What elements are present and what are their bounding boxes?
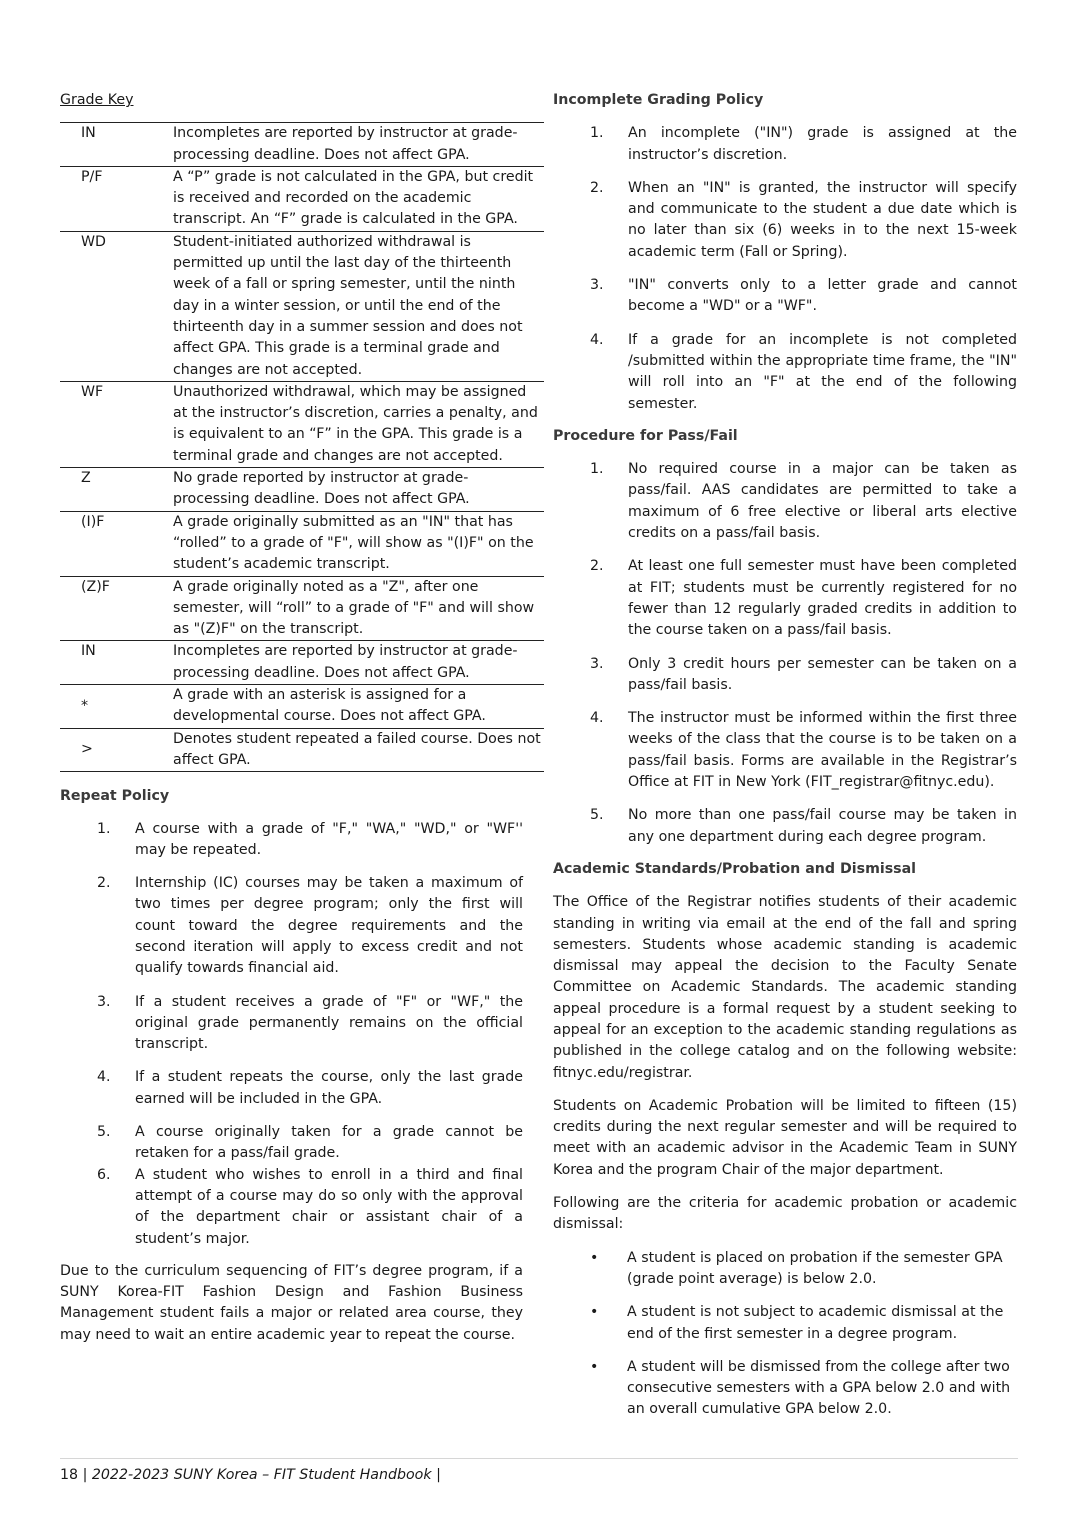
academic-standards-title: Academic Standards/Probation and Dismissal xyxy=(553,860,917,877)
footer-separator: | xyxy=(82,1467,88,1483)
pass-fail-item xyxy=(553,459,1017,544)
pass-fail-item-number: 1. xyxy=(590,461,604,478)
repeat-policy-item-text: A student who wishes to enroll in a third and final attempt of a course may do so only with the approval of the department chair or assistant chair of a student’s major. xyxy=(135,1166,523,1247)
grade-description: Denotes student repeated a failed course. Does not affect GPA. xyxy=(173,730,541,768)
incomplete-policy-item xyxy=(553,330,1017,415)
grade-code: (I)F xyxy=(81,513,105,530)
grade-code: * xyxy=(81,697,89,714)
grade-code: Z xyxy=(81,470,91,487)
grade-code: WF xyxy=(81,383,104,400)
pass-fail-item xyxy=(553,654,1017,697)
pass-fail-item-number: 2. xyxy=(590,558,604,575)
pass-fail-item-number: 3. xyxy=(590,655,604,672)
incomplete-policy-item xyxy=(553,275,1017,318)
incomplete-policy-item-text: An incomplete ("IN") grade is assigned at the instructor’s discretion. xyxy=(628,125,1017,163)
bullet-icon: • xyxy=(590,1304,599,1321)
academic-standards-para-3: Following are the criteria for academic probation or academic dismissal: xyxy=(553,1195,1017,1233)
grade-row xyxy=(60,641,544,685)
repeat-policy-item xyxy=(60,873,523,979)
repeat-policy-list xyxy=(60,819,523,1250)
grade-key-table xyxy=(60,122,544,772)
repeat-policy-item xyxy=(60,819,523,862)
incomplete-policy-item-number: 1. xyxy=(590,125,604,142)
repeat-policy-item-text: If a student repeats the course, only the last grade earned will be included in the GPA. xyxy=(135,1069,523,1107)
repeat-policy-title: Repeat Policy xyxy=(60,788,170,805)
repeat-policy-item-text: Internship (IC) courses may be taken a maximum of two times per degree program; only the first will count toward the degree requirements and the second iteration will apply to excess credit and not qualify towards financial aid. xyxy=(135,875,523,977)
criteria-text: A student is placed on probation if the semester GPA (grade point average) is below 2.0. xyxy=(627,1249,1003,1287)
grade-description: Student-initiated authorized withdrawal is permitted up until the last day of the thirteenth week of a fall or spring semester, until the ninth day in a winter session, or until the end of the thirteenth day in a summer session and does not affect GPA. This grade is a terminal grade and changes are not accepted. xyxy=(173,233,523,378)
grade-row xyxy=(60,511,544,576)
repeat-policy-item xyxy=(60,1067,523,1110)
criteria-text: A student will be dismissed from the college after two consecutive semesters with a GPA below 2.0 and with an overall cumulative GPA below 2.0. xyxy=(627,1358,1011,1418)
pass-fail-item-text: The instructor must be informed within the first three weeks of the class that the course is to be taken on a pass/fail basis. Forms are available in the Registrar’s Office at FIT in New York (FIT_registrar@fitnyc.edu). xyxy=(628,710,1017,791)
page-footer xyxy=(60,1458,1018,1486)
grade-code: IN xyxy=(81,643,96,660)
repeat-policy-item xyxy=(60,1165,523,1250)
pass-fail-title: Procedure for Pass/Fail xyxy=(553,427,738,444)
incomplete-policy-item-text: If a grade for an incomplete is not completed /submitted within the appropriate time frame, the "IN" will roll into an "F" at the end of the following semester. xyxy=(628,331,1017,412)
pass-fail-item xyxy=(553,805,1017,848)
pass-fail-item-number: 5. xyxy=(590,807,604,824)
grade-row xyxy=(60,231,544,381)
repeat-policy-item xyxy=(60,1122,523,1165)
left-column xyxy=(60,90,541,1346)
bullet-icon: • xyxy=(590,1249,599,1266)
pass-fail-item-text: Only 3 credit hours per semester can be taken on a pass/fail basis. xyxy=(628,655,1017,693)
handbook-title: 2022-2023 SUNY Korea – FIT Student Handbook xyxy=(91,1467,432,1483)
right-column xyxy=(553,90,1017,1433)
criteria-list xyxy=(553,1248,1017,1421)
pass-fail-list xyxy=(553,459,1017,848)
repeat-policy-item-number: 5. xyxy=(97,1124,111,1141)
grade-row xyxy=(60,728,544,772)
incomplete-policy-item-number: 4. xyxy=(590,331,604,348)
criteria-item xyxy=(553,1248,1017,1291)
incomplete-policy-item-text: "IN" converts only to a letter grade and cannot become a "WD" or a "WF". xyxy=(628,277,1017,315)
grade-row xyxy=(60,576,544,641)
grade-key-title: Grade Key xyxy=(60,92,134,108)
pass-fail-item-text: No required course in a major can be taken as pass/fail. AAS candidates are permitted to take a maximum of 6 free elective or liberal arts elective credits on a pass/fail basis. xyxy=(628,461,1017,542)
grade-row xyxy=(60,166,544,231)
grade-code: IN xyxy=(81,125,96,142)
grade-description: No grade reported by instructor at grade-processing deadline. Does not affect GPA. xyxy=(173,470,470,508)
incomplete-policy-title: Incomplete Grading Policy xyxy=(553,92,764,108)
footer-end-separator: | xyxy=(436,1467,441,1483)
page-number: 18 xyxy=(60,1467,79,1483)
criteria-item xyxy=(553,1302,1017,1345)
repeat-policy-item-number: 2. xyxy=(97,875,111,892)
academic-standards-para-1: The Office of the Registrar notifies students of their academic standing in writing via email at the end of the fall and spring semesters. Students whose academic standing is academic dismissal may appeal the decision to the Faculty Senate Committee on Academic Standards. The academic standing appeal procedure is a formal request by a student seeking to appeal for an exception to the academic standing regulations as published in the college catalog and on the following website: fitnyc.edu/registrar. xyxy=(553,894,1017,1081)
grade-row xyxy=(60,468,544,512)
repeat-policy-item-number: 3. xyxy=(97,993,111,1010)
pass-fail-item-text: No more than one pass/fail course may be taken in any one department during each degree program. xyxy=(628,807,1017,845)
repeat-policy-closing: Due to the curriculum sequencing of FIT’s degree program, if a SUNY Korea-FIT Fashion Design and Fashion Business Management student fails a major or related area course, they may need to wait an entire academic year to repeat the course. xyxy=(60,1262,523,1343)
pass-fail-item xyxy=(553,556,1017,641)
criteria-item xyxy=(553,1357,1017,1421)
grade-code: P/F xyxy=(81,168,103,185)
grade-row xyxy=(60,381,544,467)
repeat-policy-item-text: A course originally taken for a grade cannot be retaken for a pass/fail grade. xyxy=(135,1124,523,1162)
incomplete-policy-item xyxy=(553,123,1017,166)
academic-standards-para-2: Students on Academic Probation will be limited to fifteen (15) credits during the next regular semester and will be required to meet with an academic advisor in the Academic Team in SUNY Korea and the program Chair of the major department. xyxy=(553,1097,1017,1178)
grade-code: > xyxy=(81,741,93,758)
pass-fail-item xyxy=(553,708,1017,793)
incomplete-policy-item-number: 3. xyxy=(590,277,604,294)
incomplete-policy-list xyxy=(553,123,1017,415)
pass-fail-item-text: At least one full semester must have been completed at FIT; students must be currently registered for no fewer than 12 regularly graded credits in addition to the course taken on a pass/fail basis. xyxy=(628,558,1017,639)
grade-code: WD xyxy=(81,233,106,250)
grade-description: Unauthorized withdrawal, which may be assigned at the instructor’s discretion, carries a penalty, and is equivalent to an “F” in the GPA. This grade is a terminal grade and changes are not accepted. xyxy=(173,383,538,464)
repeat-policy-item-number: 6. xyxy=(97,1166,111,1183)
incomplete-policy-item-number: 2. xyxy=(590,179,604,196)
repeat-policy-item-number: 4. xyxy=(97,1069,111,1086)
grade-description: Incompletes are reported by instructor at grade-processing deadline. Does not affect GPA. xyxy=(173,643,518,681)
grade-description: A grade with an asterisk is assigned for a developmental course. Does not affect GPA. xyxy=(173,687,486,725)
grade-description: Incompletes are reported by instructor at grade-processing deadline. Does not affect GPA. xyxy=(173,125,518,163)
grade-description: A “P” grade is not calculated in the GPA, but credit is received and recorded on the academic transcript. An “F” grade is calculated in the GPA. xyxy=(173,168,534,228)
grade-row xyxy=(60,685,544,729)
grade-row xyxy=(60,123,544,167)
incomplete-policy-item xyxy=(553,178,1017,263)
repeat-policy-item-text: If a student receives a grade of "F" or "WF," the original grade permanently remains on the official transcript. xyxy=(135,993,523,1053)
grade-description: A grade originally noted as a "Z", after one semester, will “roll” to a grade of "F" and will show as "(Z)F" on the transcript. xyxy=(173,578,535,638)
repeat-policy-item-number: 1. xyxy=(97,820,111,837)
grade-description: A grade originally submitted as an "IN" that has “rolled” to a grade of "F", will show as "(I)F" on the student’s academic transcript. xyxy=(173,513,534,573)
pass-fail-item-number: 4. xyxy=(590,710,604,727)
repeat-policy-item-text: A course with a grade of "F," "WA," "WD," or "WF'' may be repeated. xyxy=(135,820,523,858)
grade-code: (Z)F xyxy=(81,578,110,595)
criteria-text: A student is not subject to academic dismissal at the end of the first semester in a degree program. xyxy=(627,1304,1004,1342)
bullet-icon: • xyxy=(590,1358,599,1375)
repeat-policy-item xyxy=(60,992,523,1056)
incomplete-policy-item-text: When an "IN" is granted, the instructor will specify and communicate to the student a due date which is no later than six (6) weeks in to the next 15-week academic term (Fall or Spring). xyxy=(628,179,1017,260)
